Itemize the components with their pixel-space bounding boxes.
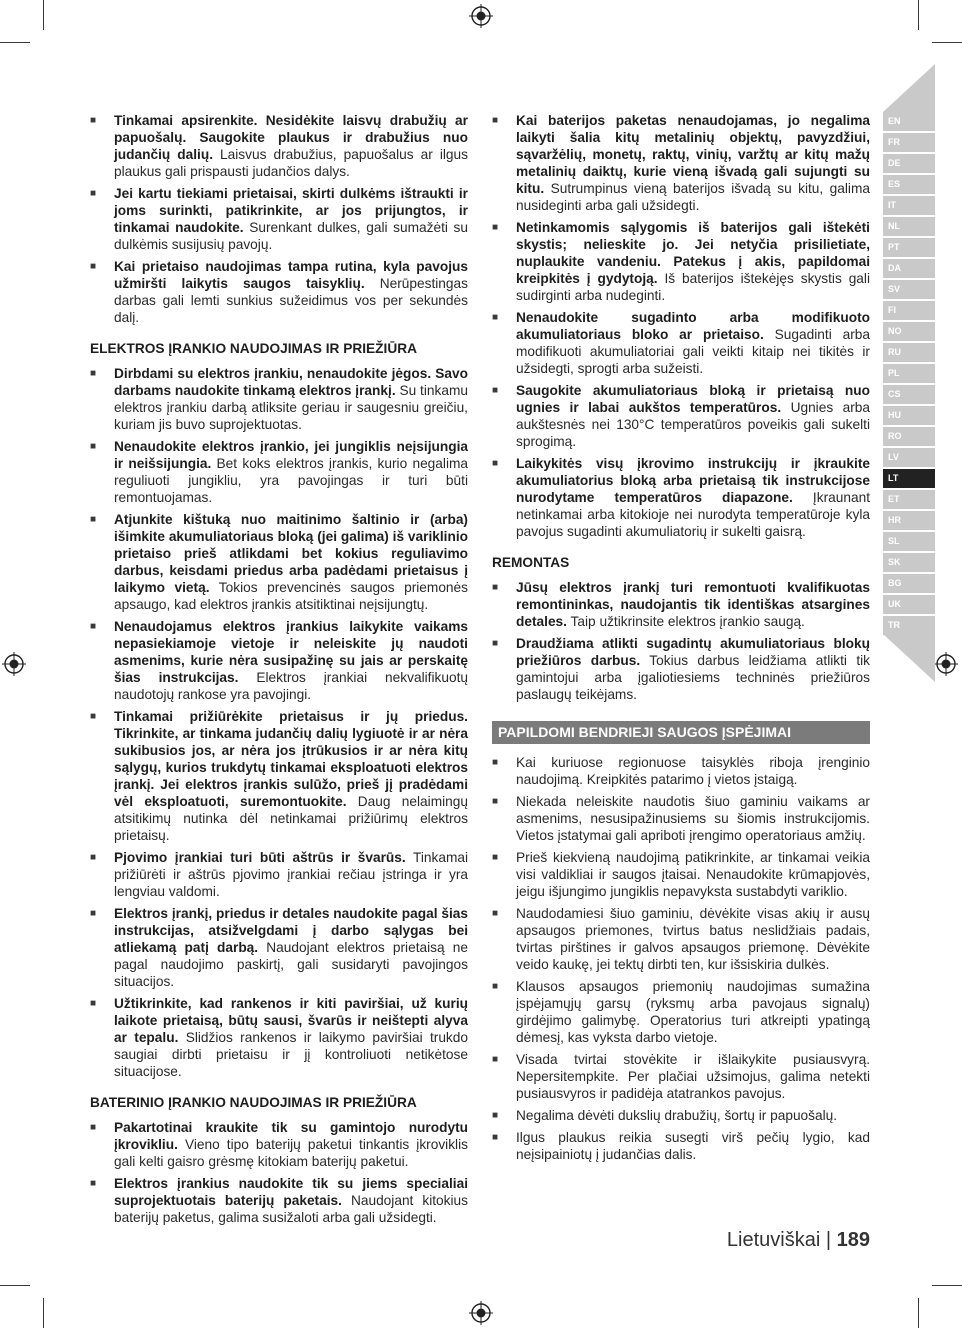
item-text: Naudodamiesi šiuo gaminiu, dėvėkite visas akių ir ausų apsaugos priemones, tvirtus batus neslidžiais padais, tvirtas pirštines ir galvos apsaugos priemonę. Dėvėkite veido kaukę, jei tektų dirbti ten, kur išsiskiria dulkės. xyxy=(516,906,870,972)
language-tab-nl: NL xyxy=(883,217,935,236)
item-bold-text: Pjovimo įrankiai turi būti aštrūs ir švarūs. xyxy=(114,850,406,865)
bullet-icon: ■ xyxy=(492,1132,499,1143)
language-tab-lv: LV xyxy=(883,448,935,467)
item-bold-text: Laikykitės visų įkrovimo instrukcijų ir įkraukite akumuliatorius bloką arba prietaisą tik instrukcijose nurodytame temperatūros diapazone. xyxy=(516,456,870,505)
item-bold-text: Tinkamai prižiūrėkite prietaisus ir jų priedus. Tikrinkite, ar tinkama judančių dalių lygiuotė ir ar nėra sukibusios jos, ar nėra jos įtrūkusios ir ar nėra kitų sąlygų, kurios trukdytų tinkamai eksploatuoti elektros įrankį. Jei elektros įrankis sulūžo, prieš jį pradėdami vėl eksploatuoti, suremontuokite. xyxy=(114,709,468,809)
item-text: Ugnies arba aukštesnės nei 130°C temperatūros poveikis gali sukelti sprogimą. xyxy=(516,400,870,449)
item-bold-text: Elektros įrankį, priedus ir detales naudokite pagal šias instrukcijas, atsižvelgdami į darbo sąlygas bei atliekamą patį darbą. xyxy=(114,906,468,955)
bullet-icon: ■ xyxy=(492,908,499,919)
language-tab-hu: HU xyxy=(883,406,935,425)
list-item xyxy=(90,258,468,326)
bullet-icon: ■ xyxy=(492,852,499,863)
bullet-icon: ■ xyxy=(492,796,499,807)
list-item xyxy=(90,618,468,703)
page-number: 189 xyxy=(836,1229,870,1251)
bullet-icon: ■ xyxy=(492,222,499,233)
language-tab-es: ES xyxy=(883,175,935,194)
language-tab-fr: FR xyxy=(883,133,935,152)
list-item xyxy=(492,382,870,450)
item-text: Iš baterijos ištekėjęs skystis gali sudirginti arba nudeginti. xyxy=(516,271,870,303)
item-bold-text: Pakartotinai kraukite tik su gamintojo nurodytu įkrovikliu. xyxy=(114,1120,468,1152)
left-column xyxy=(90,112,468,1231)
crop-mark xyxy=(43,1298,44,1328)
item-text: Sugadinti arba modifikuoti akumuliatoriai gali veikti kitaip nei tikitės ir užsidegti, sprogti arba sužeisti. xyxy=(516,327,871,376)
intro-list xyxy=(90,112,468,326)
item-text: Nerūpestingas darbas gali lemti sunkius sužeidimus vos per sekundės dalį. xyxy=(114,276,468,325)
list-item xyxy=(492,754,870,788)
item-bold-text: Nenaudojamus elektros įrankius laikykite vaikams nepasiekiamoje vietoje ir neleiskite jų naudoti asmenims, kurie nėra susipažinę su jais ar perskaitę šias instrukcijas. xyxy=(114,619,468,685)
language-tab-sv: SV xyxy=(883,280,935,299)
item-text: Niekada neleiskite naudotis šiuo gaminiu vaikams ar asmenims, nesusipažinusiems su šiomis instrukcijomis. Vietos įstatymai gali apriboti įrengimo operatoriaus amžių. xyxy=(516,794,870,843)
item-text: Visada tvirtai stovėkite ir išlaikykite pusiausvyrą. Nepersitempkite. Per plačiai užsimojus, galima netekti pusiausvyros ir padidėja atatrankos pavojus. xyxy=(516,1052,870,1101)
language-tab-fi: FI xyxy=(883,301,935,320)
bullet-icon: ■ xyxy=(492,458,499,469)
bullet-icon: ■ xyxy=(492,115,499,126)
language-tab-sk: SK xyxy=(883,553,935,572)
bullet-icon: ■ xyxy=(90,188,97,199)
registration-mark-icon xyxy=(934,652,958,676)
bullet-icon: ■ xyxy=(492,757,499,768)
list-item xyxy=(90,365,468,433)
item-text: Tokios prevencinės saugos priemonės apsaugo, kad elektros įrankis atsitiktinai neįsijungtų. xyxy=(114,580,468,612)
bullet-icon: ■ xyxy=(90,441,97,452)
list-item xyxy=(492,905,870,973)
item-bold-text: Saugokite akumuliatoriaus bloką ir prietaisą nuo ugnies ir labai aukštos temperatūros. xyxy=(516,383,870,415)
service-list xyxy=(492,579,870,703)
bullet-icon: ■ xyxy=(90,908,97,919)
bullet-icon: ■ xyxy=(90,261,97,272)
language-tab-tr: TR xyxy=(883,616,935,635)
item-text: Naudojant elektros prietaisą ne pagal naudojimo paskirtį, gali susidaryti pavojingos situacijos. xyxy=(114,940,468,989)
crop-mark xyxy=(0,1285,30,1286)
crop-mark xyxy=(932,42,962,43)
bullet-icon: ■ xyxy=(90,711,97,722)
bullet-icon: ■ xyxy=(90,998,97,1009)
list-item xyxy=(90,905,468,990)
bullet-icon: ■ xyxy=(90,621,97,632)
list-item xyxy=(90,112,468,180)
battery-tool-list xyxy=(90,1119,468,1226)
language-tab-bg: BG xyxy=(883,574,935,593)
language-tab-hr: HR xyxy=(883,511,935,530)
right-column xyxy=(492,112,870,1168)
language-tab-et: ET xyxy=(883,490,935,509)
list-item xyxy=(492,309,870,377)
section-heading: ELEKTROS ĮRANKIO NAUDOJIMAS IR PRIEŽIŪRA xyxy=(90,341,417,356)
item-text: Tokius darbus leidžiama atlikti tik gamintojui arba įgaliotiesiems techninės priežiūros paslaugų teikėjams. xyxy=(516,653,871,702)
section-title-bar: PAPILDOMI BENDRIEJI SAUGOS ĮSPĖJIMAI xyxy=(492,721,870,744)
tab-strip-top-corner xyxy=(883,64,935,112)
item-bold-text: Draudžiama atlikti sugadintų akumuliatoriaus blokų priežiūros darbus. xyxy=(516,636,870,668)
list-item xyxy=(492,849,870,900)
list-item xyxy=(492,1051,870,1102)
bullet-icon: ■ xyxy=(90,852,97,863)
language-tabs xyxy=(883,112,935,637)
bullet-icon: ■ xyxy=(90,368,97,379)
bullet-icon: ■ xyxy=(492,1110,499,1121)
item-bold-text: Elektros įrankius naudokite tik su jiems specialiai suprojektuotais baterijų paketais. xyxy=(114,1176,468,1208)
list-item xyxy=(90,185,468,253)
bullet-icon: ■ xyxy=(492,1054,499,1065)
crop-mark xyxy=(43,0,44,30)
language-tab-pt: PT xyxy=(883,238,935,257)
language-tab-pl: PL xyxy=(883,364,935,383)
list-item xyxy=(492,219,870,304)
list-item xyxy=(90,708,468,844)
item-text: Naudojant kitokius baterijų paketus, galima susižaloti arba gali užsidegti. xyxy=(114,1193,469,1225)
item-text: Negalima dėvėti dukslių drabužių, šortų ir papuošalų. xyxy=(516,1108,838,1123)
additional-warnings-list xyxy=(492,754,870,1163)
item-text: Surenkant dulkes, gali sumažėti su dulkėmis susijusių pavojų. xyxy=(114,220,469,252)
item-text: Kai kuriuose regionuose taisyklės riboja įrenginio naudojimą. Kreipkitės patarimo į vietos įstaigą. xyxy=(516,755,870,787)
registration-mark-icon xyxy=(469,1301,493,1325)
language-tab-da: DA xyxy=(883,259,935,278)
list-item xyxy=(90,995,468,1080)
language-tab-uk: UK xyxy=(883,595,935,614)
item-text: Klausos apsaugos priemonių naudojimas sumažina įspėjamųjų garsų (ryksmų arba pavojaus signalų) girdėjimo galimybę. Operatorius turi atkreipti ypatingą dėmesį, kas vyksta darbo vietoje. xyxy=(516,979,870,1045)
bullet-icon: ■ xyxy=(90,1178,97,1189)
item-bold-text: Netinkamomis sąlygomis iš baterijos gali ištekėti skystis; nelieskite jo. Jei netyčia prisilietiate, nuplaukite vandeniu. Patekus į akis, papildomai kreipkitės į gydytoją. xyxy=(516,220,870,286)
item-text: Elektros įrankiai nekvalifikuotų naudotojų rankose yra pavojingi. xyxy=(114,670,468,702)
item-bold-text: Jei kartu tiekiami prietaisai, skirti dulkėms ištraukti ir joms surinkti, patikrinkite, ar jos prijungtos, ir tinkamai naudokite. xyxy=(114,186,468,235)
page-footer xyxy=(600,1229,870,1252)
registration-mark-icon xyxy=(2,652,26,676)
section-heading: REMONTAS xyxy=(492,555,570,570)
item-bold-text: Kai prietaiso naudojimas tampa rutina, kyla pavojus užmiršti laikytis saugos taisyklių. xyxy=(114,259,468,291)
item-text: Tinkamai prižiūrėti ir aštrūs pjovimo įrankiai rečiau įstringa ir yra lengviau valdomi. xyxy=(114,850,468,899)
list-item xyxy=(492,978,870,1046)
list-item xyxy=(492,1129,870,1163)
bullet-icon: ■ xyxy=(492,638,499,649)
language-tab-en: EN xyxy=(883,112,935,131)
list-item xyxy=(90,1175,468,1226)
item-bold-text: Nenaudokite sugadinto arba modifikuoto akumuliatoriaus bloko ar prietaiso. xyxy=(516,310,870,342)
item-text: Slidžios rankenos ir laikymo paviršiai trukdo saugiai dirbti prietaisu ir jį kontroliuoti netikėtose situacijose. xyxy=(114,1030,468,1079)
item-bold-text: Užtikrinkite, kad rankenos ir kiti paviršiai, už kurių laikote prietaisą, būtų sausi, švarūs ir neišteptі alyva ar tepalu. xyxy=(114,996,468,1045)
item-text: Ilgus plaukus reikia susegti virš pečių lygio, kad neįsipainiotų į judančias dalis. xyxy=(516,1130,870,1162)
crop-mark xyxy=(918,1298,919,1328)
item-text: Sutrumpinus vieną baterijos išvadą su kitu, galima nusideginti arba gali užsidegti. xyxy=(516,181,870,213)
language-tab-de: DE xyxy=(883,154,935,173)
list-item xyxy=(492,579,870,630)
item-bold-text: Nenaudokite elektros įrankio, jei jungiklis neįsijungia ir neišsijungia. xyxy=(114,439,468,471)
tab-strip-bottom-corner xyxy=(883,634,935,682)
language-tab-it: IT xyxy=(883,196,935,215)
item-bold-text: Jūsų elektros įrankį turi remontuoti kvalifikuotas remontininkas, naudojantis tik identiškas atsargines detales. xyxy=(516,580,870,629)
language-tab-sl: SL xyxy=(883,532,935,551)
item-text: Su tinkamu elektros įrankiu darbą atliksite geriau ir saugesniu greičiu, kuriam jis buvo suprojektuotas. xyxy=(114,383,468,432)
list-item xyxy=(492,455,870,540)
registration-mark-icon xyxy=(469,4,493,28)
list-item xyxy=(492,1107,870,1124)
battery-care-list xyxy=(492,112,870,540)
item-bold-text: Kai baterijos paketas nenaudojamas, jo negalima laikyti šalia kitų metalinių objektų, pavyzdžiui, sąvaržėlių, monetų, raktų, vinių, varžtų ar kitų mažų metalinių daiktų, kurie vieną išvadą gali sujungti su kitu. xyxy=(516,113,870,196)
item-bold-text: Dirbdami su elektros įrankiu, nenaudokite jėgos. Savo darbams naudokite tinkamą elektros įrankį. xyxy=(114,366,468,398)
item-text: Laisvus drabužius, papuošalus ar ilgus plaukus gali prispausti judančios dalys. xyxy=(114,147,468,179)
item-text: Vieno tipo baterijų paketui tinkantis įkroviklis gali kelti gaisro grėsmę kitokiam baterijų paketui. xyxy=(114,1137,468,1169)
item-text: Taip užtikrinsite elektros įrankio saugą. xyxy=(566,614,805,629)
power-tool-list xyxy=(90,365,468,1080)
list-item xyxy=(492,112,870,214)
list-item xyxy=(90,1119,468,1170)
language-tab-cs: CS xyxy=(883,385,935,404)
bullet-icon: ■ xyxy=(90,514,97,525)
crop-mark xyxy=(0,42,30,43)
language-tab-ro: RO xyxy=(883,427,935,446)
item-bold-text: Tinkamai apsirenkite. Nesidėkite laisvų drabužių ar papuošalų. Saugokite plaukus ir drabužius nuo judančių dalių. xyxy=(114,113,468,162)
footer-separator: | xyxy=(825,1229,832,1251)
list-item xyxy=(492,635,870,703)
crop-mark xyxy=(932,1285,962,1286)
list-item xyxy=(90,511,468,613)
item-text: Įkraunant netinkamai arba kitokioje nei nurodyta temperatūroje kyla pavojus sugadinti akumuliatorių ir sukelti gaisrą. xyxy=(516,490,870,539)
list-item xyxy=(492,793,870,844)
bullet-icon: ■ xyxy=(90,115,97,126)
list-item xyxy=(90,438,468,506)
item-text: Bet koks elektros įrankis, kurio negalima reguliuoti jungikliu, yra pavojingas ir turi būti remontuojamas. xyxy=(114,456,469,505)
section-heading: BATERINIO ĮRANKIO NAUDOJIMAS IR PRIEŽIŪRA xyxy=(90,1095,417,1110)
language-tab-lt: LT xyxy=(883,469,935,488)
bullet-icon: ■ xyxy=(492,385,499,396)
bullet-icon: ■ xyxy=(492,312,499,323)
crop-mark xyxy=(918,0,919,30)
item-bold-text: Atjunkite kištuką nuo maitinimo šaltinio ir (arba) išimkite akumuliatoriaus bloką (jei galima) iš variklinio prietaiso prieš atlikdami bet kokius reguliavimo darbus, keisdami priedus arba padėdami prietaisus į laikymo vietą. xyxy=(114,512,468,595)
item-text: Daug nelaimingų atsitikimų nutinka dėl netinkamai prižiūrimų elektros prietaisų. xyxy=(114,794,468,843)
language-tab-ru: RU xyxy=(883,343,935,362)
bullet-icon: ■ xyxy=(492,582,499,593)
item-text: Prieš kiekvieną naudojimą patikrinkite, ar tinkamai veikia visi valdikliai ir saugos įtaisai. Nenaudokite krūmapjovės, jeigu išjungimo jungiklis nepavyksta sustabdyti variklio. xyxy=(516,850,870,899)
language-tab-no: NO xyxy=(883,322,935,341)
bullet-icon: ■ xyxy=(90,1122,97,1133)
footer-language: Lietuviškai xyxy=(726,1229,821,1251)
list-item xyxy=(90,849,468,900)
bullet-icon: ■ xyxy=(492,981,499,992)
